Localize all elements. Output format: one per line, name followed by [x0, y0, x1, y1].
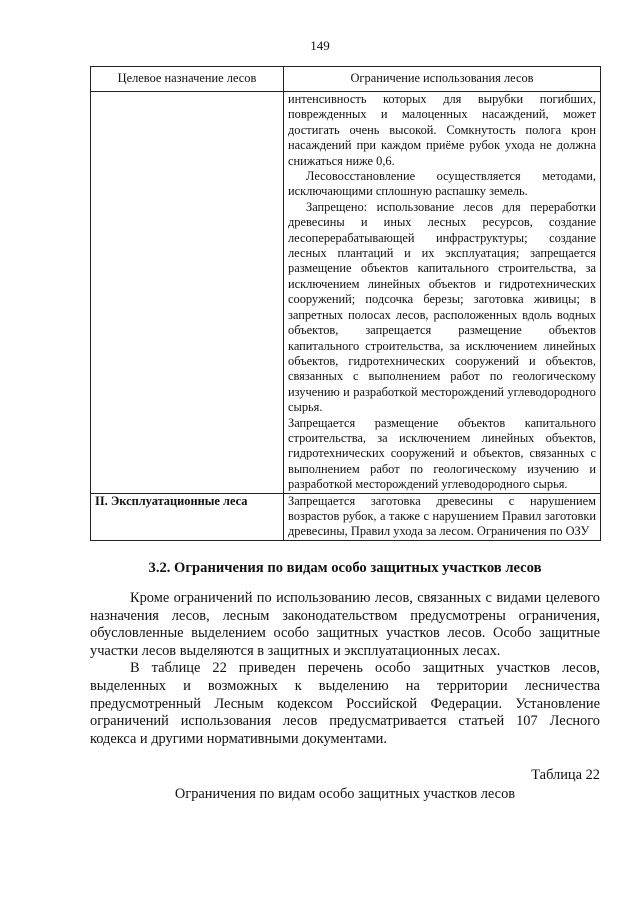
section-heading: 3.2. Ограничения по видам особо защитных участков лесов — [148, 560, 542, 576]
restriction-paragraph: Запрещается размещение объектов капитального строительства, за исключением линейных объектов, гидротехнических сооружений и объектов, связанных с выполнением работ по геологическому изучению и разработкой месторождений углеводородного сырья. — [288, 415, 596, 492]
table-row — [91, 493, 601, 540]
row-restriction-cell — [284, 493, 601, 540]
body-text — [90, 590, 600, 748]
table-row — [91, 92, 601, 494]
restriction-paragraph: Лесовосстановление осуществляется методами, исключающими сплошную распашку земель. — [288, 169, 596, 199]
body-paragraph: Кроме ограничений по использованию лесов, связанных с видами целевого назначения лесов, лесным законодательством предусмотрены ограничения, обусловленные выделением особо защитных участков лесов. Особо защитные участки лесов выделяются в защитных и эксплуатационных лесах. — [90, 590, 600, 659]
restriction-paragraph: Запрещается заготовка древесины с нарушением возрастов рубок, а также с нарушением Правил заготовки древесины, Правил ухода за лесом. Ограничения по ОЗУ — [288, 493, 596, 539]
header-purpose: Целевое назначение лесов — [91, 67, 284, 92]
row-restriction-cell — [284, 92, 601, 494]
table-header-row — [91, 67, 601, 92]
restriction-paragraph: интенсивность которых для вырубки погибших, поврежденных и малоценных насаждений, может достигать очень высокой. Сомкнутость полога крон насаждений при каждом приёме рубок ухода не должна снижаться ниже 0,6. — [288, 92, 596, 168]
row-purpose-cell — [91, 92, 284, 494]
header-restriction: Ограничение использования лесов — [284, 67, 601, 92]
page-number: 149 — [310, 38, 330, 53]
row-purpose-cell: II. Эксплуатационные леса — [91, 493, 284, 540]
body-paragraph: В таблице 22 приведен перечень особо защитных участков лесов, выделенных и возможных к выделению на территории лесничества предусмотренный Лесным кодексом Российской Федерации. Установление ограничений использования лесов предусматривается статьей 107 Лесного кодекса и другими нормативными документами. — [90, 660, 600, 747]
table-label: Таблица 22 — [531, 767, 600, 783]
restriction-paragraph: Запрещено: использование лесов для переработки древесины и иных лесных ресурсов, создание лесоперерабатывающей инфраструктуры; создание лесных плантаций и их эксплуатация; запрещается размещение объектов капитального строительства, за исключением линейных объектов и гидротехнических сооружений; подсочка березы; заготовка живицы; в запретных полосах лесов, расположенных вдоль водных объектов, запрещается размещение объектов капитального строительства, за исключением линейных объектов, гидротехнических сооружений и объектов, связанных с выполнением работ по геологическому изучению и разработкой месторождений углеводородного сырья. — [288, 199, 596, 415]
forest-limits-table — [90, 66, 601, 541]
table-caption: Ограничения по видам особо защитных участков лесов — [174, 786, 516, 802]
